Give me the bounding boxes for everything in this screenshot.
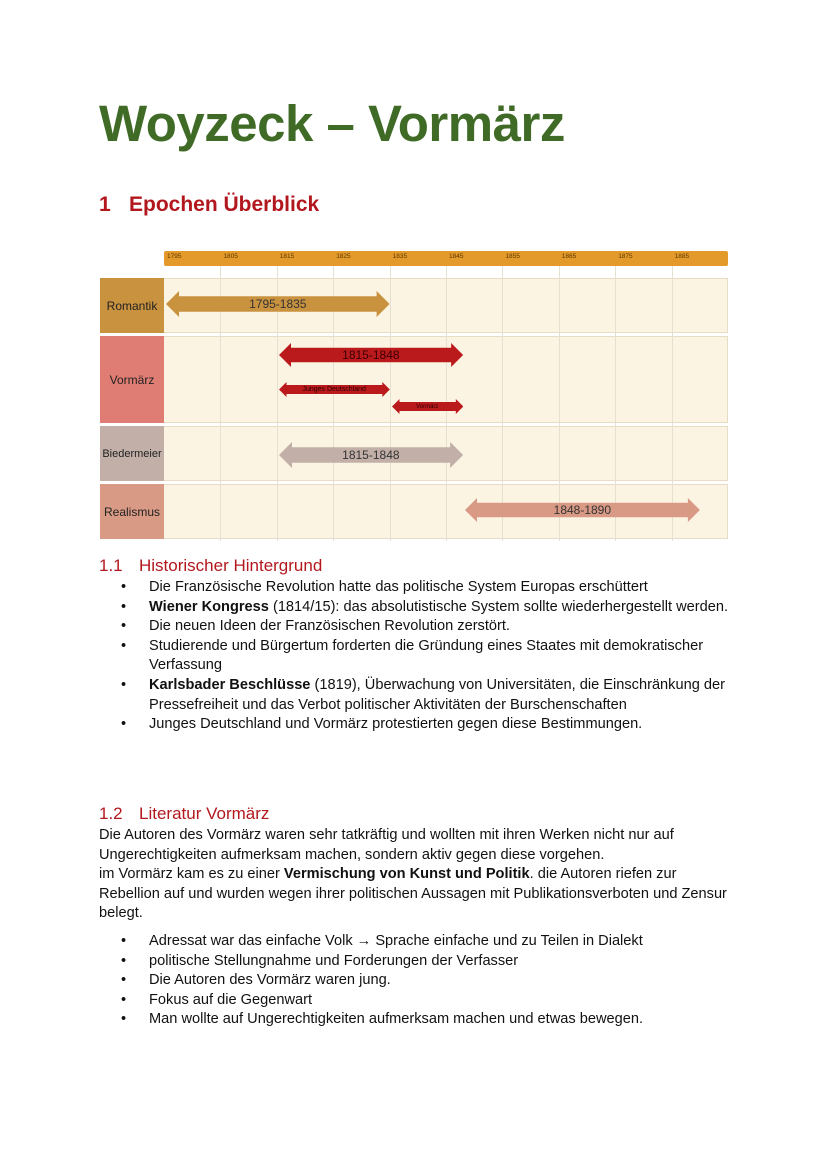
timeline-bar	[392, 399, 463, 414]
list-item: • Die neuen Ideen der Französischen Revolution zerstört.	[99, 617, 739, 637]
timeline-bar	[166, 291, 390, 317]
timeline-axis	[164, 251, 728, 266]
list-item: • Die Autoren des Vormärz waren jung.	[99, 971, 739, 991]
label-romantik: Romantik	[100, 278, 164, 333]
timeline-bar-label: Junges Deutschland	[302, 386, 366, 393]
section-heading-literatur: 1.2 Literatur Vormärz	[99, 804, 270, 823]
axis-tick-label: 1845	[449, 253, 464, 260]
timeline-bar-label: 1815-1848	[342, 348, 400, 362]
list-item: • Adressat war das einfache Volk → Sprache einfache und zu Teilen in Dialekt	[99, 932, 739, 952]
axis-tick-label: 1805	[223, 253, 238, 260]
axis-tick-label: 1855	[505, 253, 520, 260]
list-item: • Wiener Kongress (1814/15): das absolutistische System sollte wiederhergestellt werden.	[99, 598, 739, 618]
section-number: 1	[99, 193, 111, 216]
list-item: • Man wollte auf Ungerechtigkeiten aufmerksam machen und etwas bewegen.	[99, 1010, 739, 1030]
literatur-list	[99, 932, 739, 1030]
page-title: Woyzeck – Vormärz	[99, 95, 565, 152]
timeline-bar-label: 1815-1848	[342, 448, 400, 462]
timeline-bar-label: 1848-1890	[553, 503, 612, 517]
list-item: • Fokus auf die Gegenwart	[99, 991, 739, 1011]
label-vormaerz: Vormärz	[100, 336, 164, 423]
axis-tick-label: 1875	[618, 253, 633, 260]
timeline-bar	[279, 343, 463, 367]
axis-tick-label: 1835	[392, 253, 408, 260]
axis-tick-label: 1795	[167, 253, 182, 260]
axis-tick-label: 1815	[279, 253, 295, 260]
section-title: Epochen Überblick	[129, 193, 320, 216]
list-item: • Die Französische Revolution hatte das politische System Europas erschüttert	[99, 578, 739, 598]
section-heading-epochen	[99, 193, 319, 217]
timeline-bar	[279, 442, 463, 468]
literatur-paragraph: Die Autoren des Vormärz waren sehr tatkräftig und wollten mit ihren Werken nicht nur auf Ungerechtigkeiten aufmerksam machen, sondern aktiv gegen diese vorgehen. im Vormärz kam es zu einer Vermischung von Kunst und Politik. die Autoren riefen zur Rebellion auf und wurden wegen ihrer politischen Aussagen mit Publikationsverboten und Zensur belegt.	[99, 827, 727, 922]
epoch-timeline	[100, 251, 728, 541]
historisch-list	[99, 578, 739, 735]
axis-tick-label: 1865	[561, 253, 577, 260]
axis-tick-label: 1825	[336, 253, 351, 260]
list-item: • Studierende und Bürgertum forderten die Gründung eines Staates mit demokratischer Verfassung	[99, 637, 739, 676]
list-item: • Junges Deutschland und Vormärz protestierten gegen diese Bestimmungen.	[99, 715, 739, 735]
list-item: • Karlsbader Beschlüsse (1819), Überwachung von Universitäten, die Einschränkung der Pressefreiheit und das Verbot politischer Aktivitäten der Burschenschaften	[99, 676, 739, 715]
axis-tick-label: 1885	[674, 253, 690, 260]
timeline-bar	[465, 498, 700, 522]
section-heading-historisch: 1.1 Historischer Hintergrund	[99, 556, 323, 575]
label-biedermeier: Biedermeier	[100, 426, 164, 481]
label-realismus: Realismus	[100, 484, 164, 539]
timeline-bar-label: 1795-1835	[249, 297, 307, 311]
timeline-bar	[279, 382, 390, 397]
gridline	[390, 266, 391, 541]
list-item: • politische Stellungnahme und Forderungen der Verfasser	[99, 952, 739, 972]
timeline-bar-label: Vormärz	[416, 403, 439, 410]
